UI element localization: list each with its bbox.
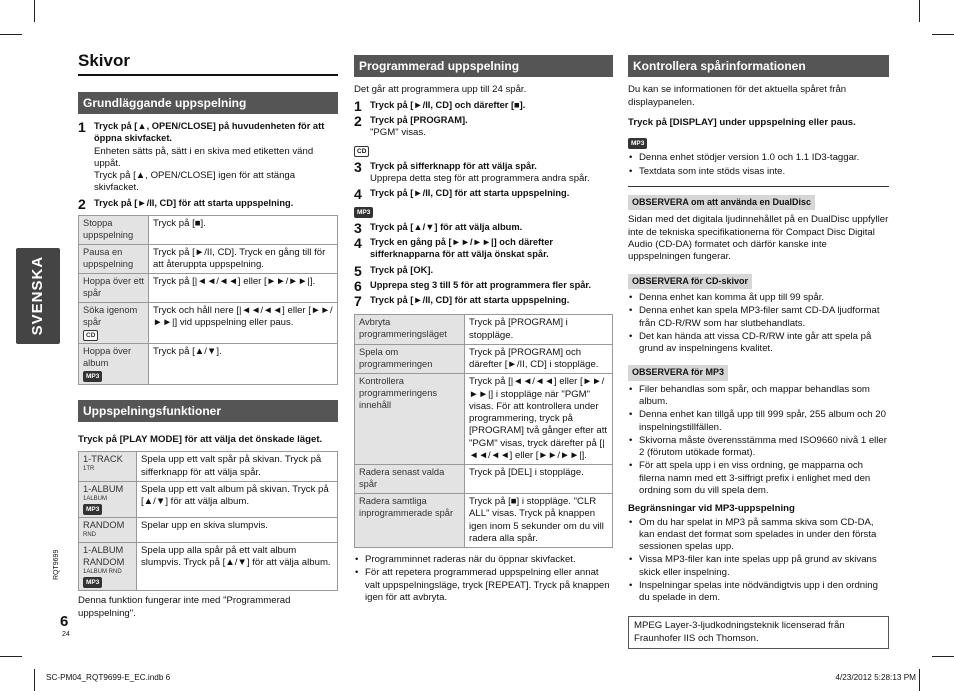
table-value: Tryck på [▲/▼]. — [149, 343, 338, 384]
crop-mark — [0, 656, 22, 657]
table-row — [79, 215, 338, 244]
list-item: • Det kan hända att vissa CD-R/RW inte går att spela på grund av inspelningens kvalitet. — [628, 331, 889, 356]
table-value: Tryck på [DEL] i stoppläge. — [465, 465, 613, 494]
table-row — [355, 374, 613, 465]
table-row — [79, 452, 338, 482]
mp3-badge: MP3 — [83, 371, 102, 382]
table-value: Tryck på [■]. — [149, 215, 338, 244]
table-row — [79, 274, 338, 303]
step-2 — [78, 195, 338, 212]
basic-playback-table — [78, 215, 338, 385]
display-instruction: Tryck på [DISPLAY] under uppspelning eller paus. — [628, 116, 856, 128]
step-instruction: Tryck på [►/II, CD] för att starta uppspelning. — [370, 295, 570, 306]
step-number: 2 — [78, 195, 86, 212]
list-item: • För att repetera programmerad uppspelning eller annat valt uppspelningsläge, tryck [REPEAT]. Tryck på knappen igen för att avbryta. — [354, 567, 613, 604]
crop-mark — [932, 34, 954, 35]
list-item: • Inspelningar spelas inte nödvändigtvis upp i den ordning du spelade in dem. — [628, 580, 889, 605]
step-number: 1 — [78, 119, 86, 136]
list-item: • Denna enhet kan komma åt upp till 99 spår. — [628, 292, 889, 304]
side-tab-label: SVENSKA — [29, 256, 47, 336]
step-number: 5 — [354, 262, 362, 279]
step-2 — [354, 112, 613, 140]
subheading-dualdisc: OBSERVERA om att använda en DualDisc — [628, 195, 815, 211]
page-number-small: 24 — [62, 631, 70, 638]
footer-file: SC-PM04_RQT9699-E_EC.indb 6 — [46, 673, 171, 682]
step-instruction: Tryck på [▲, OPEN/CLOSE] på huvudenheten för att öppna skivfacket. — [94, 121, 325, 144]
table-key: Stoppa uppspelning — [79, 215, 149, 244]
mp3-step-7 — [354, 293, 613, 310]
table-value: Tryck på [►/II, CD]. Tryck en gång till för att återuppta uppspelning. — [149, 244, 338, 274]
display-code: RND — [83, 532, 96, 539]
display-code: 1ALBUM — [83, 495, 108, 502]
subheading-mp3: OBSERVERA för MP3 — [628, 365, 728, 381]
table-value: Tryck på [|◄◄/◄◄] eller [►►/►►|] i stoppläge när "PGM" visas. För att kontrollera under programmering, tryck på [PROGRAM] två gånger efter att "PGM" visas, tryck därefter på [|◄◄/◄◄] eller [►►/►►|]. — [465, 374, 613, 465]
table-key: Radera samtliga inprogrammerade spår — [355, 494, 465, 548]
table-key: 1-ALBUM RANDOM — [83, 544, 125, 567]
table-key-cell — [79, 343, 149, 384]
section-heading-program: Programmerad uppspelning — [354, 55, 613, 77]
step-number: 3 — [354, 158, 362, 175]
table-row — [355, 494, 613, 548]
program-table — [354, 314, 613, 548]
crop-mark — [34, 669, 35, 691]
table-row — [79, 542, 338, 590]
table-key: RANDOM — [83, 520, 125, 531]
table-row — [79, 518, 338, 543]
cd-step-3 — [354, 158, 613, 186]
step-number: 7 — [354, 293, 362, 310]
step-number: 3 — [354, 219, 362, 236]
list-item: • Denna enhet kan spela MP3-filer samt CD-DA ljudformat från CD-R/RW som har slutbehandlats. — [628, 305, 889, 330]
list-item: • Denna enhet kan tillgå upp till 999 spår, 255 album och 20 inspelningstillfällen. — [628, 409, 889, 434]
table-value: Tryck på [PROGRAM] i stoppläge. — [465, 315, 613, 345]
table-value: Spela upp ett valt spår på skivan. Tryck på sifferknapp för att välja spår. — [137, 452, 338, 482]
table-row — [355, 315, 613, 345]
mp3-step-4 — [354, 237, 613, 262]
table-key: Spela om programmeringen — [355, 344, 465, 374]
table-row — [355, 344, 613, 374]
play-mode-note: Denna funktion fungerar inte med "Programmerad uppspelning". — [78, 595, 291, 619]
footer-date: 4/23/2012 5:28:13 PM — [835, 673, 916, 682]
mp3-limits — [628, 517, 889, 605]
program-notes — [354, 554, 613, 604]
column-track-info — [628, 55, 889, 649]
subheading-mp3-limits: Begränsningar vid MP3-uppspelning — [628, 503, 795, 515]
step-text: Upprepa detta steg för att programmera andra spår. — [370, 172, 590, 184]
table-key: 1-TRACK — [83, 454, 123, 465]
list-item: • Vissa MP3-filer kan inte spelas upp på grund av skivans skick eller inspelning. — [628, 554, 889, 579]
list-item: • Skivorna måste överensstämma med ISO9660 nivå 1 eller 2 (förutom utökade format). — [628, 435, 889, 460]
crop-mark — [34, 0, 35, 22]
mp3-info-list — [628, 152, 889, 187]
table-key: 1-ALBUM — [83, 483, 124, 494]
step-number: 4 — [354, 235, 362, 252]
display-code: 1ALBUM RND — [83, 568, 122, 575]
dualdisc-text: Sidan med det digitala ljudinnehållet på en DualDisc uppfyller inte de tekniska specifikationerna för Compact Disc Digital Audio (CD-DA) formatet och därför kanske inte uppspelningen fungerar. — [628, 214, 889, 263]
cd-badge: CD — [83, 330, 98, 341]
step-text: Enheten sätts på, sätt i en skiva med etiketten vänd uppåt. — [94, 145, 314, 169]
step-instruction: Tryck en gång på [►►/►►|] och därefter sifferknapparna för att välja önskat spår. — [370, 237, 554, 260]
step-instruction: Tryck på [PROGRAM]. — [370, 114, 468, 125]
table-key: Radera senast valda spår — [355, 465, 465, 494]
track-info-intro: Du kan se informationen för det aktuella spåret från displaypanelen. — [628, 84, 847, 108]
table-value: Tryck på [■] i stoppläge. "CLR ALL" visas. Tryck på knappen igen inom 5 sekunder om du vill radera alla spår. — [465, 494, 613, 548]
table-key-cell — [79, 481, 137, 518]
play-mode-table — [78, 451, 338, 591]
mp3-step-5 — [354, 262, 613, 279]
table-value: Spelar upp en skiva slumpvis. — [137, 518, 338, 543]
cd-badge: CD — [354, 146, 369, 157]
step-number: 1 — [354, 97, 362, 114]
mp3-step-6 — [354, 277, 613, 294]
step-1 — [78, 121, 338, 195]
page-title: Skivor — [78, 50, 338, 76]
play-mode-intro: Tryck på [PLAY MODE] för att välja det önskade läget. — [78, 433, 323, 445]
display-code: 1TR — [83, 466, 95, 473]
step-number: 2 — [354, 112, 362, 129]
mp3-badge: MP3 — [628, 138, 647, 149]
table-row — [79, 481, 338, 518]
list-item: • Denna enhet stödjer version 1.0 och 1.1 ID3-taggar. — [628, 152, 889, 164]
table-key: Hoppa över album — [83, 345, 132, 368]
license-box: MPEG Layer-3-ljudkodningsteknik licenserad från Fraunhofer IIS och Thomson. — [628, 616, 889, 649]
mp3-step-3 — [354, 219, 613, 236]
list-item: • För att spela upp i en viss ordning, ge mapparna och filerna namn med ett 3-siffrigt prefix i enlighet med den ordning som du vill spela dem. — [628, 460, 889, 497]
subheading-cd: OBSERVERA för CD-skivor — [628, 274, 752, 290]
table-key: Pausa en uppspelning — [79, 244, 149, 274]
document-code: RQT9699 — [53, 549, 60, 580]
section-heading-track-info: Kontrollera spårinformationen — [628, 55, 889, 77]
table-key-cell — [79, 518, 137, 543]
program-intro: Det går att programmera upp till 24 spår. — [354, 84, 527, 96]
language-side-tab — [16, 248, 60, 344]
mp3-badge: MP3 — [83, 577, 102, 588]
step-instruction: Tryck på [►/II, CD] och därefter [■]. — [370, 99, 526, 110]
step-text: Tryck på [▲, OPEN/CLOSE] igen för att stänga skivfacket. — [94, 170, 296, 194]
step-number: 4 — [354, 186, 362, 203]
step-instruction: Tryck på [►/II, CD] för att starta uppspelning. — [94, 197, 294, 208]
step-number: 6 — [354, 277, 362, 294]
list-item: • Textdata som inte stöds visas inte. — [628, 166, 889, 178]
step-instruction: Tryck på [OK]. — [370, 264, 434, 275]
section-heading-play-modes: Uppspelningsfunktioner — [78, 400, 338, 422]
column-program-playback — [354, 55, 613, 604]
mp3-badge: MP3 — [354, 207, 373, 218]
step-instruction: Tryck på sifferknapp för att välja spår. — [370, 160, 537, 171]
table-key: Söka igenom spår — [83, 305, 138, 327]
table-key-cell — [79, 452, 137, 482]
table-value: Spela upp ett valt album på skivan. Tryck på [▲/▼] för att välja album. — [137, 481, 338, 518]
column-discs — [78, 50, 338, 620]
table-key: Hoppa över ett spår — [79, 274, 149, 303]
table-row — [355, 465, 613, 494]
table-row — [79, 303, 338, 344]
table-value: Tryck och håll nere [|◄◄/◄◄] eller [►►/►►|] vid uppspelning eller paus. — [149, 303, 338, 344]
list-item: • Om du har spelat in MP3 på samma skiva som CD-DA, kan endast det format som spelades in under den första sessionen spelas upp. — [628, 517, 889, 554]
mp3-notes — [628, 384, 889, 497]
list-item: • Filer behandlas som spår, och mappar behandlas som album. — [628, 384, 889, 409]
crop-mark — [0, 34, 22, 35]
crop-mark — [919, 0, 920, 22]
section-heading-basic-playback: Grundläggande uppspelning — [78, 92, 338, 114]
crop-mark — [919, 669, 920, 691]
list-item: • Programminnet raderas när du öppnar skivfacket. — [354, 554, 613, 566]
table-value: Tryck på [PROGRAM] och därefter [►/II, CD] i stoppläge. — [465, 344, 613, 374]
step-instruction: Tryck på [►/II, CD] för att starta uppspelning. — [370, 188, 570, 199]
table-row — [79, 343, 338, 384]
step-instruction: Tryck på [▲/▼] för att välja album. — [370, 221, 523, 232]
cd-notes — [628, 292, 889, 355]
table-value: Tryck på [|◄◄/◄◄] eller [►►/►►|]. — [149, 274, 338, 303]
table-key-cell — [79, 303, 149, 344]
crop-mark — [932, 656, 954, 657]
table-key: Kontrollera programmeringens innehåll — [355, 374, 465, 465]
table-row — [79, 244, 338, 274]
step-instruction: Upprepa steg 3 till 5 för att programmera fler spår. — [370, 279, 592, 290]
step-text: "PGM" visas. — [370, 127, 426, 139]
cd-step-4 — [354, 186, 613, 203]
page-number: 6 — [60, 613, 69, 630]
table-key-cell — [79, 542, 137, 590]
table-key: Avbryta programmeringsläget — [355, 315, 465, 345]
table-value: Spela upp alla spår på ett valt album slumpvis. Tryck på [▲/▼] för att välja album. — [137, 542, 338, 590]
mp3-badge: MP3 — [83, 504, 102, 515]
step-1 — [354, 97, 613, 114]
